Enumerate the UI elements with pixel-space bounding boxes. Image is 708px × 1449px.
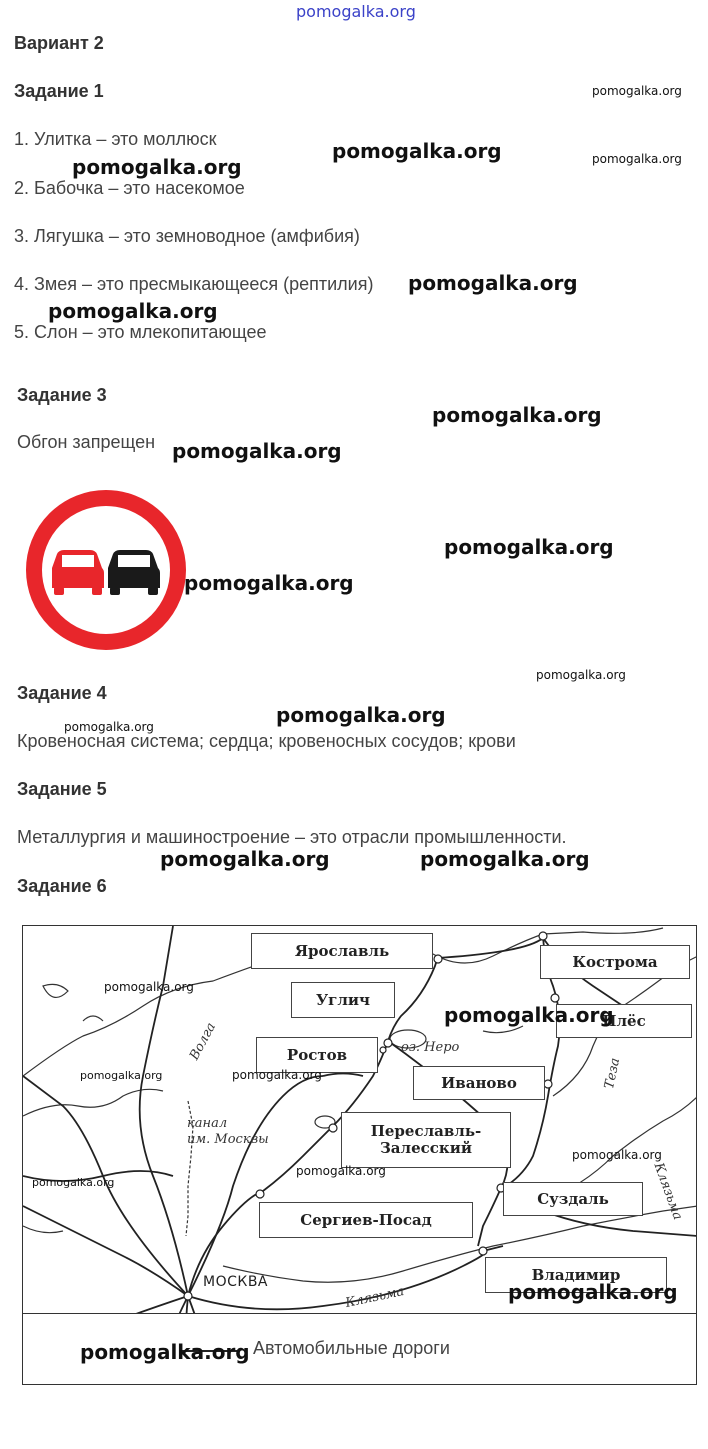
legend-label: Автомобильные дороги: [253, 1338, 450, 1358]
watermark: pomogalka.org: [296, 1164, 386, 1178]
city-uglich: Углич: [291, 982, 395, 1018]
city-vladimir: Владимир: [485, 1257, 667, 1293]
task1-heading: Задание 1: [14, 81, 104, 101]
watermark: pomogalka.org: [80, 1069, 163, 1082]
watermark: pomogalka.org: [80, 1340, 250, 1364]
watermark: pomogalka.org: [48, 299, 218, 323]
watermark: pomogalka.org: [332, 139, 502, 163]
watermark: pomogalka.org: [232, 1068, 322, 1082]
task4-heading: Задание 4: [17, 683, 107, 703]
watermark: pomogalka.org: [572, 1148, 662, 1162]
city-yaroslavl: Ярославль: [251, 933, 433, 969]
watermark: pomogalka.org: [32, 1176, 115, 1189]
task6-heading: Задание 6: [17, 876, 107, 896]
city-suzdal: Суздаль: [503, 1182, 643, 1216]
city-ples: Плёс: [556, 1004, 692, 1038]
watermark: pomogalka.org: [64, 720, 154, 734]
canal-label-line2: им. Москвы: [187, 1132, 269, 1147]
task5-answer: Металлургия и машиностроение – это отрасли промышленности.: [17, 827, 567, 847]
task3-heading: Задание 3: [17, 385, 107, 405]
watermark: pomogalka.org: [408, 271, 578, 295]
variant-title: Вариант 2: [14, 33, 104, 53]
no-overtaking-sign-icon: [26, 490, 186, 650]
city-pereslavl-zalessky: Переславль-Залесский: [341, 1112, 511, 1168]
task3-answer: Обгон запрещен: [17, 432, 156, 452]
city-sergiev-posad: Сергиев-Посад: [259, 1202, 473, 1238]
watermark: pomogalka.org: [72, 155, 242, 179]
watermark: pomogalka.org: [104, 980, 194, 994]
city-ivanovo: Иваново: [413, 1066, 545, 1100]
watermark: pomogalka.org: [592, 152, 682, 166]
task5-heading: Задание 5: [17, 779, 107, 799]
task1-item-2: 2. Бабочка – это насекомое: [14, 178, 245, 198]
watermark: pomogalka.org: [536, 668, 626, 682]
watermark: pomogalka.org: [444, 1003, 614, 1027]
city-rostov: Ростов: [256, 1037, 378, 1073]
river-klyazma-west-label: Клязьма: [344, 1283, 406, 1312]
city-moscow-label: МОСКВА: [203, 1274, 268, 1290]
watermark: pomogalka.org: [160, 847, 330, 871]
watermark: pomogalka.org: [276, 703, 446, 727]
task1-item-5: 5. Слон – это млекопитающее: [14, 322, 267, 342]
watermark: pomogalka.org: [172, 439, 342, 463]
task1-item-3: 3. Лягушка – это земноводное (амфибия): [14, 226, 360, 246]
lake-nero-label: оз. Неро: [401, 1040, 460, 1055]
watermark: pomogalka.org: [508, 1280, 678, 1304]
task4-answer: Кровеносная система; сердца; кровеносных сосудов; крови: [17, 731, 516, 751]
task1-item-4: 4. Змея – это пресмыкающееся (рептилия): [14, 274, 374, 294]
task1-item-1: 1. Улитка – это моллюск: [14, 129, 217, 149]
canal-label-line1: канал: [187, 1116, 228, 1131]
river-klyazma-east-label: Клязьма: [650, 1160, 686, 1223]
watermark: pomogalka.org: [444, 535, 614, 559]
watermark: pomogalka.org: [184, 571, 354, 595]
site-watermark-top: pomogalka.org: [296, 2, 416, 21]
watermark: pomogalka.org: [432, 403, 602, 427]
watermark: pomogalka.org: [592, 84, 682, 98]
watermark: pomogalka.org: [420, 847, 590, 871]
river-volga-label: Волга: [186, 1020, 220, 1063]
city-kostroma: Кострома: [540, 945, 690, 979]
river-teza-label: Теза: [602, 1056, 624, 1091]
